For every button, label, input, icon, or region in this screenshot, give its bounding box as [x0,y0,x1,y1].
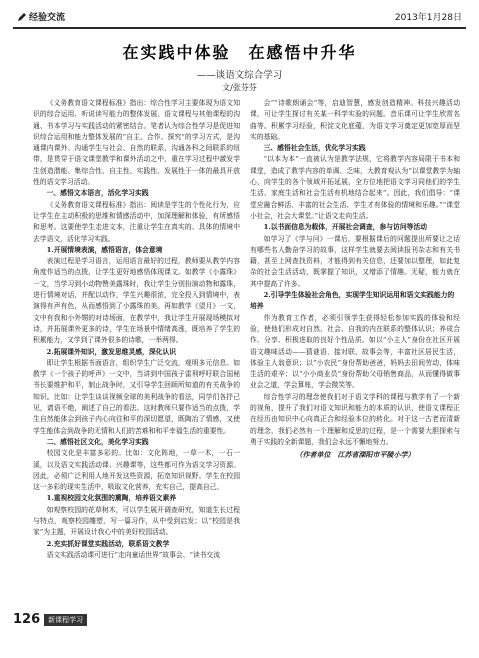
body-paragraph: 语文实践活动课可进行“走向童话世界”故事会、“读书交流 [46,550,221,559]
column-label [17,10,65,23]
body-paragraph: 表演过程是学习语言，运用语言最好的过程，教师要从教学内容角度作适当的点拨，让学生更好地感悟体现课文。如教学《小露珠》一文，当学习到小动物赞美露珠时，我让学生分别扮演动物和露珠，进行情境对话，并配以动作，学生兴趣很浓，完全投入到情境中，表演得有声有色，从而感悟到了小露珠的美。再如教学《望月》一文，文中有我和小外甥的对诗场面，在教学中，我让学生开展现场模拟对诗，并拓展课外更多的诗，学生在场景中情绪高涨，既培养了学生的积累能力，又学到了课外很多的诗歌，一举两得。 [33,257,240,345]
magazine-name: 新课程学习 [44,614,87,626]
section-heading: 二、感悟社区文化，美化学习实践 [46,437,149,446]
author-affiliation: （作者单位 江苏省溧阳市平陵小学） [295,450,415,460]
section-heading: 三、感悟社会生活，优化学习实践 [263,144,366,153]
header-rule [13,27,466,29]
body-paragraph: 《义务教育语文课程标准》指出：阅读是学生的个性化行为，应让学生在主动积极的思维和情感活动中，加深理解和体验，有所感悟和思考。这要使学生走进文本，注重让学生在真实的、具体的情境中去学语文，活化学习实践。 [33,200,240,243]
article-title: 在实践中体验 在感悟中升华 [122,43,357,62]
page-number: 126 [13,612,41,627]
section-heading: 1.开展情境表演，感悟语言，体会意境 [46,245,163,254]
left-text-column [33,98,240,598]
section-heading: 一、感悟文本语言，活化学习实践 [46,189,149,198]
section-heading: 1.以书面信息为载体，开展社会调查，参与访问等活动 [263,223,428,232]
body-paragraph: 作为教育工作者，必须引领学生获得轻松参加实践的体验和经验，使他们形成对自然、社会、自我的内在联系的整体认识；养成合作、分享、积极进取的良好个性品质。如以“小主人”身份在社区开展语文趣味活动——猜谜语，接对联、故事会等，丰富社区居民生活，体验主人翁意识；以“小农民”身份帮助爸爸，妈妈去田间劳动，体味生活的艰辛；以“小小商业员”身份帮助父母销售商品，从而懂得做事业会之道，学会算账，学会微笑等。 [250,313,460,390]
section-heading: 1.重视校园文化氛围的熏陶，培养语文素养 [46,494,177,503]
body-paragraph: 如观察校园的花草树木，可以学生展开调查研究，知道生长过程与特点，观察校园雕塑，写一篇习作，从中受到启发；以“校园是我家”为主题，开展设计我心中的美好校园活动。 [33,505,240,537]
page-header [13,8,466,26]
article-subtitle: ——谈语文综合学习 [196,70,283,81]
right-text-column [250,98,460,598]
column-label-text: 经验交流 [29,13,66,23]
pen-icon [17,12,27,22]
body-paragraph: 会”“诗歌朗诵会”等，启迪智慧，感发创造精神。科技兴趣活动课，可让学生探讨有关某一科学实验的问题。音乐课可让学生欣赏名曲等。积累学习经验，积淀文化底蕴，为语文学习奠定更加宽厚而坚实的基础。 [250,99,460,141]
section-heading: 2.拓展课外知识，激发思维灵感，深化认识 [46,347,177,356]
section-heading: 2.充实抓好课堂实践活动，联系语文教学 [46,539,170,548]
body-paragraph: 如学习了《学与问》一课后，要根据课后的问题提出所要让之话有哪些名人勤奋学习的故事，这样学生就要去阅读报刊杂志和有关书籍，甚至上网查找资料，才能得到有关信息，还要加以整理，如此复杂的社会生活活动，既掌握了知识，又增添了情趣。无疑，能力就在其中提高了许多。 [250,234,460,288]
body-paragraph: 《义务教育语文课程标准》指出：综合性学习主要体现为语文知识的综合运用、听说读写能力的整体发展、语文课程与其他课程的沟通、书本学习与实践活动的紧密结合。笔者认为综合性学习是促进知识综合运用和能力整体发展的“自主、合作、探究”的学习方式，是沟通课内课外、沟通学生与社会、自然的联系，沟通各科之间联系的纽带，是贯穿于语文课堂教学和课外活动之中，重在学习过程中激发学生创造潜能、集综合性、自主性、实践性、发展性于一体的最具开放性的语文学习活动。 [33,99,240,187]
body-paragraph: “以本为本”一直被认为是教学法规，它将教学内容局限于书本和课堂，造成了教学内容的单调、乏味，大教育观认为“以课堂教学为轴心，向学生的各个领域开拓延展，全方位地把语文学习同他们的学生生活、家庭生活和社会生活有机地结合起来”。因此，我们倡导：“课堂应融合鲜活、丰富的社会生活、学生才有体验的情境和乐趣。”“课堂小社会，社会大课堂。”让语文走向生活。 [250,155,460,220]
section-heading: 2.引导学生体验社会角色，实现学生知识运用和语文实践能力的培养 [250,291,455,311]
article-author: 文/张芬芬 [222,83,257,92]
issue-date: 2013年1月28日 [394,13,462,23]
body-paragraph: 校园文化是丰富多彩的。比如：文化阵地，一草一木，一石一溪，以及语文实践活动课、兴趣课等，这些都可作为语文学习资源。因此，必须广泛利用人地开发这些资源，拓宽知识视野。学生在校园这一多彩的现实生活中，吸取文化营养，充实自己，提高自己。 [33,449,240,492]
body-paragraph: 综合性学习的理念使我们对于语文学科的课程与教学有了一个新的视角，提升了我们对语文知识和能力的本质的认识，使语文课程正在经历由知识中心向真正合和经验本位的转化。对于这一古老而清新的理念，我们必然有一个理解和反思的过程，是一个需要大胆探索与勇于实践的全新课题，我们会永远不懈地努力。 [250,392,460,446]
body-paragraph: 即让学生根据书面语言，组织学生广泛交流，观明多元信息。如教学《一个孩子的呼声》一文中，当讲到中国孩子雷利呼吁联合国秘书长要维护和平，制止战争时，又引导学生回顾所知道的有关战争的知识。比如：让学生谈谈视频全球的美利战争的看法，同学们各抒己见，请语不绝，阐述了自己的看法。这时教师只要作适当的点拨，学生自然能体会到孩子内心向往和平的深切愿望，既陶冶了情感，又使学生能体会到战争的无情和人们的苦难和和平幸福生活的重要性。 [33,358,240,435]
page-footer [13,612,87,627]
